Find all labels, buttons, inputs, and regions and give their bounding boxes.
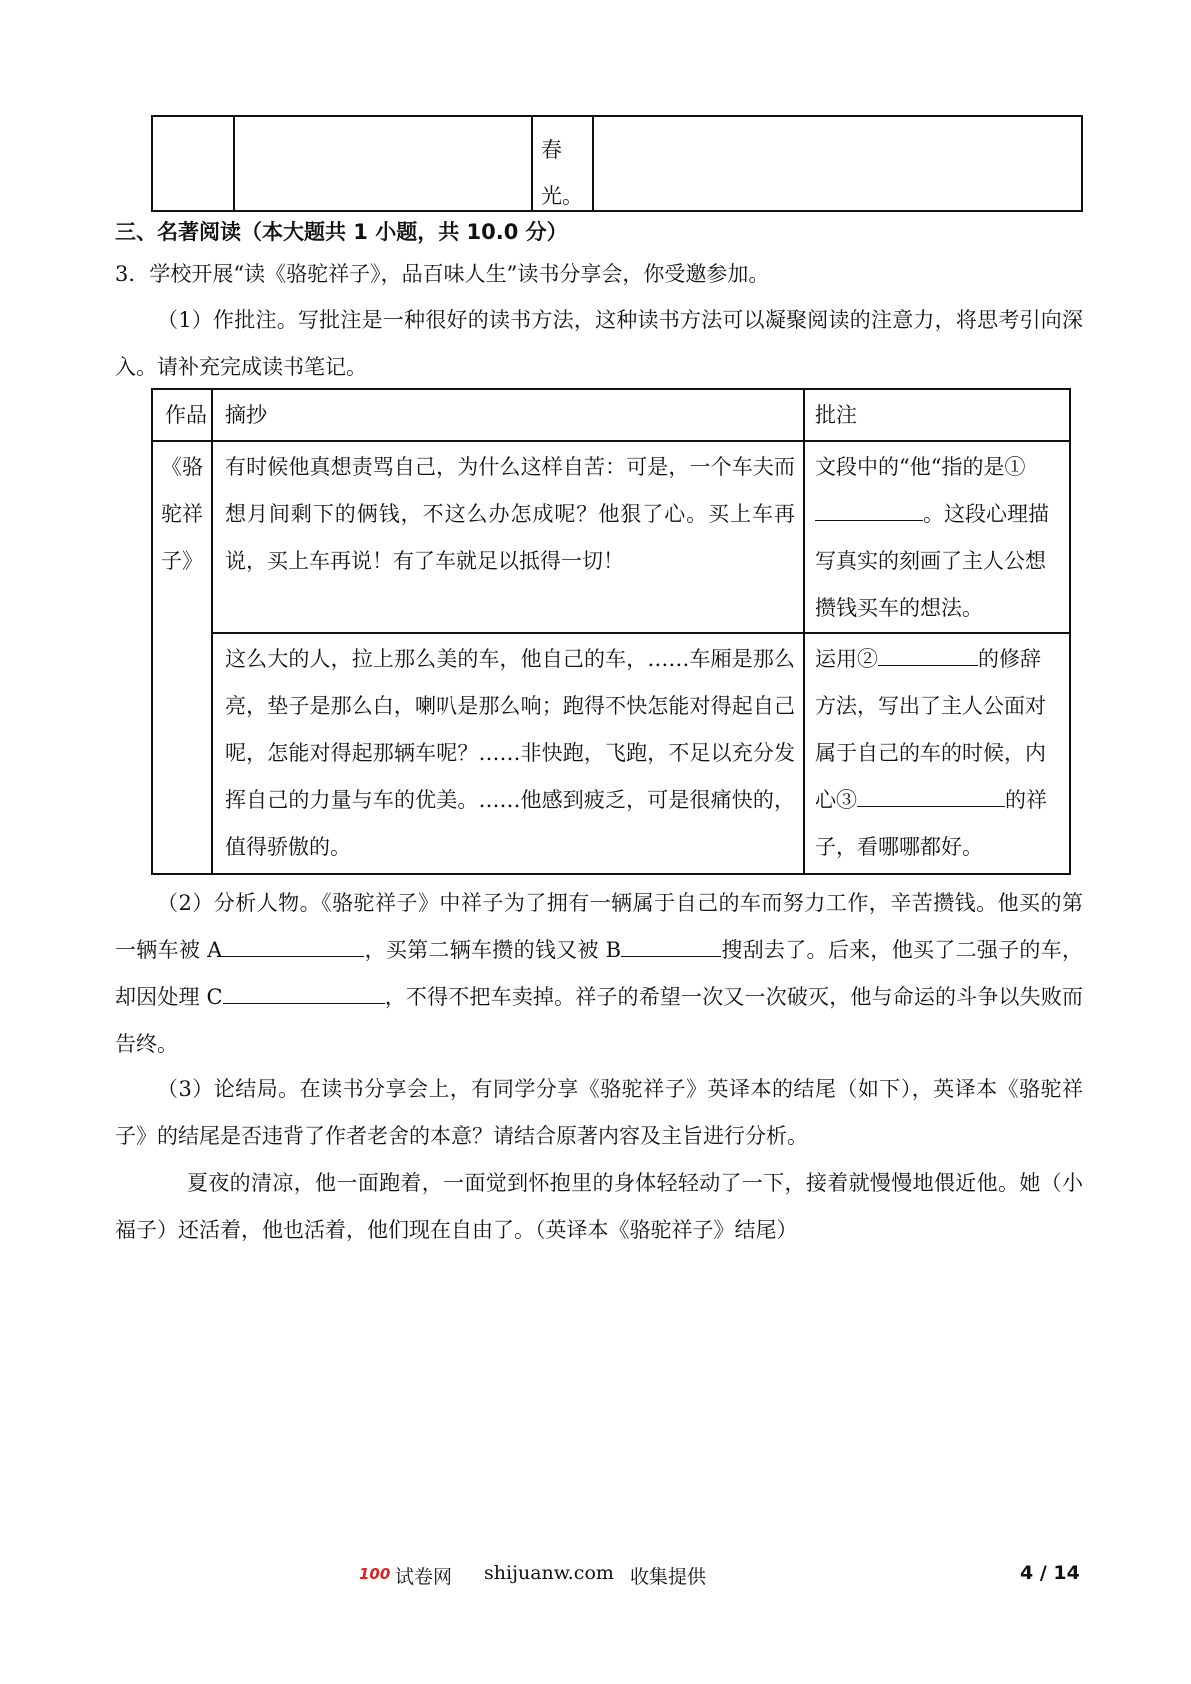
annotation-1-text-cont: 。这段心理描写真实的刻画了主人公想攒钱买车的想法。 bbox=[815, 502, 1049, 620]
table-divider bbox=[592, 117, 594, 210]
table-divider bbox=[233, 117, 235, 210]
table-cell-text bbox=[541, 127, 591, 219]
excerpt-1: 有时候他真想责骂自己，为什么这样自苦：可是，一个车夫而想月间剩下的俩钱，不这么办怎成呢？他狠了心。买上车再说，买上车再说！有了车就足以抵得一切！ bbox=[225, 455, 795, 573]
annotation-1 bbox=[815, 444, 1061, 632]
table-divider bbox=[211, 632, 1069, 634]
table-divider bbox=[531, 117, 533, 210]
annotation-2-text: 运用 bbox=[815, 647, 857, 671]
annotation-2-text-cont: 的修辞方法，写出了主人公面对属于自己的车的时候，内心 bbox=[815, 647, 1046, 812]
header-excerpt: 摘抄 bbox=[225, 403, 267, 427]
reading-notes-table bbox=[151, 388, 1071, 875]
header-annotation: 批注 bbox=[815, 403, 857, 427]
answer-blank-1[interactable] bbox=[815, 500, 923, 521]
footer-site-name: 试卷网 bbox=[395, 1566, 453, 1588]
answer-blank-a[interactable] bbox=[222, 936, 364, 957]
cell-line-1: 春 bbox=[541, 138, 562, 162]
blank-marker-2: ② bbox=[857, 647, 878, 671]
page-footer bbox=[0, 1562, 1191, 1592]
question-intro: 3．学校开展“读《骆驼祥子》，品百味人生”读书分享会，你受邀参加。 bbox=[115, 262, 770, 286]
table-divider bbox=[153, 440, 1069, 442]
question-part-2 bbox=[115, 880, 1083, 1068]
blank-marker-1: ① bbox=[1004, 455, 1026, 479]
excerpt-2: 这么大的人，拉上那么美的车，他自己的车，……车厢是那么亮，垫子是那么白，喇叭是那么响；跑得不快怎能对得起自己呢，怎能对得起那辆车呢？……非快跑，飞跑，不足以充分发挥自己的力量与车的优美。……他感到疲乏，可是很痛快的，值得骄傲的。 bbox=[225, 647, 795, 859]
header-work: 作品 bbox=[165, 403, 207, 427]
answer-blank-b[interactable] bbox=[621, 936, 721, 957]
question-part-3: （3）论结局。在读书分享会上，有同学分享《骆驼祥子》英译本的结尾（如下），英译本《骆驼祥子》的结尾是否违背了作者老舍的本意？请结合原著内容及主旨进行分析。 bbox=[115, 1077, 1083, 1148]
page-number: 4 / 14 bbox=[1020, 1562, 1080, 1584]
footer-provided: 收集提供 bbox=[630, 1566, 707, 1588]
part-2-text: （2）分析人物。《骆驼祥子》中祥子为了拥有一辆属于自己的车而努力工作，辛苦攒钱。他买的第一辆车被 A bbox=[115, 891, 1083, 962]
section-title: 三、名著阅读（本大题共 1 小题，共 10.0 分） bbox=[115, 220, 568, 244]
part-2-text: ，不得不把车卖掉。祥子的希望一次又一次破灭，他与命运的斗争以失败而告终。 bbox=[115, 985, 1084, 1056]
annotation-2 bbox=[815, 636, 1061, 871]
annotation-2-text-end: 的祥子，看哪哪都好。 bbox=[815, 788, 1047, 859]
answer-blank-2[interactable] bbox=[878, 645, 978, 666]
answer-blank-3[interactable] bbox=[857, 786, 1005, 807]
answer-blank-c[interactable] bbox=[223, 983, 385, 1004]
cell-line-2: 光。 bbox=[541, 184, 583, 208]
part-2-text: 搜刮去了。后来，他买了二强子的车，却因处理 C bbox=[115, 938, 1084, 1009]
continued-table bbox=[151, 115, 1083, 212]
footer-site-url: shijuanw.com bbox=[484, 1562, 614, 1584]
svg-text:100: 100 bbox=[359, 1565, 391, 1582]
annotation-1-text: 文段中的“他“指的是 bbox=[815, 455, 1005, 479]
quoted-ending: 夏夜的清凉，他一面跑着，一面觉到怀抱里的身体轻轻动了一下，接着就慢慢地偎近他。她（小福子）还活着，他也活着，他们现在自由了。（英译本《骆驼祥子》结尾） bbox=[115, 1171, 1083, 1242]
question-part-1: （1）作批注。写批注是一种很好的读书方法，这种读书方法可以凝聚阅读的注意力，将思考引向深入。请补充完成读书笔记。 bbox=[115, 308, 1083, 379]
part-2-text: ，买第二辆车攒的钱又被 B bbox=[364, 938, 622, 962]
blank-marker-3: ③ bbox=[836, 788, 857, 812]
work-title: 《骆驼祥子》 bbox=[161, 455, 203, 573]
